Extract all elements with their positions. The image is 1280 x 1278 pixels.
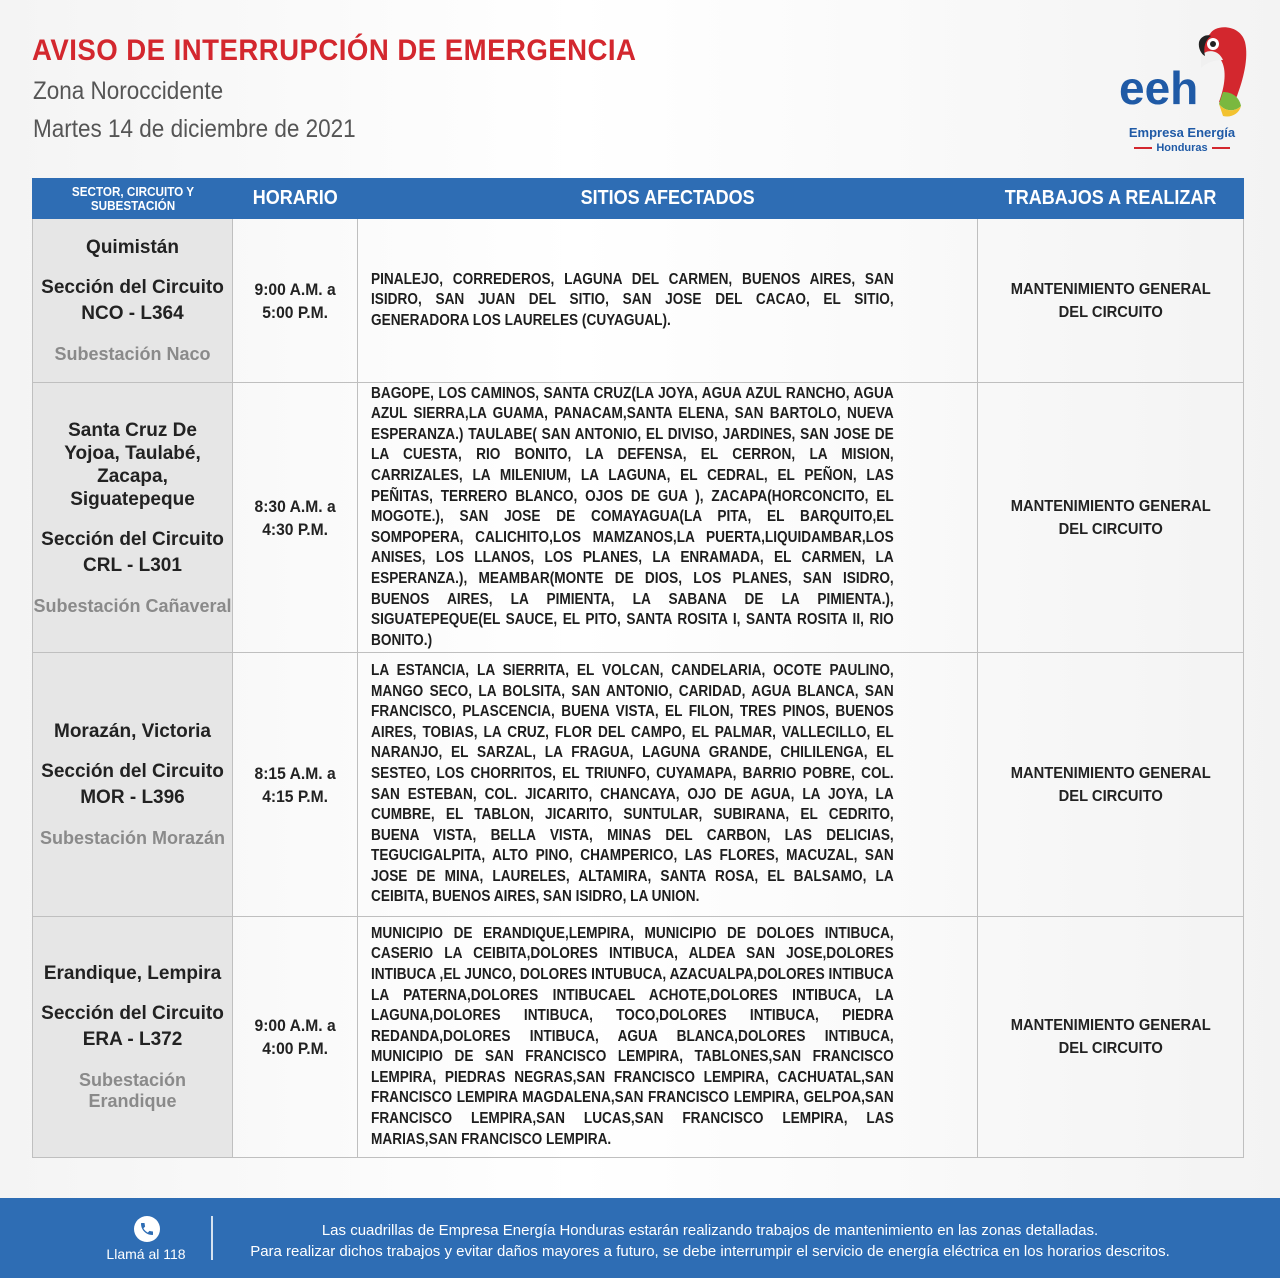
phone-label[interactable]: Llamá al 118 [106, 1246, 186, 1262]
outage-table [32, 178, 1244, 1158]
phone-glyph-icon [139, 1221, 155, 1237]
time-cell: 9:00 A.M. a 5:00 P.M. [233, 219, 358, 383]
logo-line-left [1134, 147, 1152, 149]
col-header-horario: HORARIO [252, 187, 338, 209]
sector-cell [32, 653, 233, 917]
sector-cell [32, 917, 233, 1158]
zone-label: Zona Noroccidente [33, 77, 224, 105]
eeh-logo [1115, 22, 1250, 154]
sector-name: Morazán, Victoria [54, 721, 211, 742]
work-cell: MANTENIMIENTO GENERAL DEL CIRCUITO [978, 917, 1244, 1158]
sector-cell [32, 219, 233, 383]
parrot-logo-icon [1115, 22, 1250, 122]
work-cell: MANTENIMIENTO GENERAL DEL CIRCUITO [978, 383, 1244, 653]
footer-divider [211, 1216, 213, 1260]
table-row [32, 917, 1244, 1158]
page-title: AVISO DE INTERRUPCIÓN DE EMERGENCIA [32, 34, 637, 67]
col-header-sector: SECTOR, CIRCUITO Y SUBESTACIÓN [71, 183, 194, 213]
sites-text: BAGOPE, LOS CAMINOS, SANTA CRUZ(LA JOYA, AGUA AZUL RANCHO, AGUA AZUL SIERRA,LA GUAMA, PANACAM,SANTA ELENA, SAN BARTOLO, NUEVA ESPERANZA.) TAULABE( SAN ANTONIO, EL DIVISO, JARDINES, SAN JOSE DE LA CUESTA, RIO BONITO, LA DEFENSA, EL CERRON, LA MISION, CARRIZALES, LA MILENIUM, LA LAGUNA, EL CEDRAL, EL PEÑON, LAS PEÑITAS, TERRERO BLANCO, OJOS DE GUA ), ZACAPA(HORCONCITO, EL MOGOTE.), SAN JOSE DE COMAYAGUA(LA PITA, EL BARQUITO,EL SOMPOPERA, CALICHITO,LOS MAMZANOS,LA PUERTA,LIQUIDAMBAR,LOS ANISES, LOS LLANOS, LOS PLANES, LA ENRAMADA, EL CARMEN, LA ESPERANZA.), MEAMBAR(MONTE DE DIOS, LOS PLANES, SAN ISIDRO, BUENOS AIRES, LA PIMIENTA, LA SABANA DE LA PIMIENTA.), SIGUATEPEQUE(EL SAUCE, EL PITO, SANTA ROSITA I, SANTA ROSITA II, RIO BONITO.) [371, 384, 894, 649]
footer-banner [0, 1198, 1280, 1278]
sites-cell [358, 653, 978, 917]
sector-name: Erandique, Lempira [43, 963, 222, 984]
table-row [32, 653, 1244, 917]
substation-name: Subestación Naco [54, 344, 211, 364]
table-header [32, 178, 1244, 219]
logo-company: Empresa Energía [1128, 125, 1236, 140]
circuit-label: Sección del Circuito MOR - L396 [41, 761, 224, 808]
time-cell: 9:00 A.M. a 4:00 P.M. [233, 917, 358, 1158]
sector-name: Santa Cruz De Yojoa, Taulabé, Zacapa, Siguatepeque [64, 419, 201, 510]
circuit-label: Sección del Circuito ERA - L372 [41, 1003, 224, 1050]
sites-cell [358, 917, 978, 1158]
time-cell: 8:30 A.M. a 4:30 P.M. [233, 383, 358, 653]
footer-message [220, 1220, 1200, 1262]
sector-cell [32, 383, 233, 653]
logo-line-right [1212, 147, 1230, 149]
col-header-sitios: SITIOS AFECTADOS [580, 187, 756, 209]
logo-wordmark: eeh [1119, 62, 1199, 114]
substation-name: Subestación Erandique [78, 1070, 187, 1111]
footer-line-1: Las cuadrillas de Empresa Energía Honduras estarán realizando trabajos de mantenimiento en las zonas detalladas. [321, 1222, 1099, 1239]
time-cell: 8:15 A.M. a 4:15 P.M. [233, 653, 358, 917]
work-cell: MANTENIMIENTO GENERAL DEL CIRCUITO [978, 219, 1244, 383]
circuit-label: Sección del Circuito CRL - L301 [41, 528, 224, 576]
footer-line-2: Para realizar dichos trabajos y evitar daños mayores a futuro, se debe interrumpir el servicio de energía eléctrica en los horarios descritos. [250, 1243, 1170, 1260]
col-header-trabajos: TRABAJOS A REALIZAR [1005, 187, 1217, 209]
work-cell: MANTENIMIENTO GENERAL DEL CIRCUITO [978, 653, 1244, 917]
sites-cell [358, 383, 978, 653]
substation-name: Subestación Cañaveral [33, 595, 232, 616]
sites-cell [358, 219, 978, 383]
sites-text: PINALEJO, CORREDEROS, LAGUNA DEL CARMEN, BUENOS AIRES, SAN ISIDRO, SAN JUAN DEL SITIO, SAN JOSE DEL CACAO, EL SITIO, GENERADORA LOS LAURELES (CUYAGUAL). [371, 270, 894, 329]
sites-text: MUNICIPIO DE ERANDIQUE,LEMPIRA, MUNICIPIO DE DOLOES INTIBUCA, CASERIO LA CEIBITA,DOLORES INTIBUCA, ALDEA SAN JOSE,DOLORES INTIBUCA ,EL JUNCO, DOLORES INTUBUCA, AZACUALPA,DOLORES INTIBUCA LA PATERNA,DOLORES INTIBUCAEL ACHOTE,DOLORES INTIBUCA, LA LAGUNA,DOLORES INTIBUCA, TOCO,DOLORES INTIBUCA, PIEDRA REDANDA,DOLORES INTIBUCA, AGUA BLANCA,DOLORES INTIBUCA, MUNICIPIO DE SAN FRANCISCO LEMPIRA, TABLONES,SAN FRANCISCO LEMPIRA, PIEDRAS NEGRAS,SAN FRANCISCO LEMPIRA, CACHUATAL,SAN FRANCISCO LEMPIRA MAGDALENA,SAN FRANCISCO LEMPIRA, GELPOA,SAN FRANCISCO LEMPIRA,SAN LUCAS,SAN FRANCISCO LEMPIRA, LAS MARIAS,SAN FRANCISCO LEMPIRA. [371, 924, 894, 1148]
substation-name: Subestación Morazán [39, 828, 226, 848]
circuit-label: Sección del Circuito NCO - L364 [41, 277, 224, 324]
logo-country-row [1119, 141, 1245, 155]
table-row [32, 219, 1244, 383]
phone-icon[interactable] [134, 1216, 160, 1242]
table-row [32, 383, 1244, 653]
sites-text: LA ESTANCIA, LA SIERRITA, EL VOLCAN, CANDELARIA, OCOTE PAULINO, MANGO SECO, LA BOLSITA, SAN ANTONIO, CARIDAD, AGUA BLANCA, SAN FRANCISCO, PLASCENCIA, BUENA VISTA, EL FILON, TRES PINOS, BUENOS AIRES, TOBIAS, LA CRUZ, FLOR DEL CAMPO, EL PALMAR, VALLECILLO, EL NARANJO, EL SARZAL, LA FRAGUA, LAGUNA GRANDE, CHILILENGA, EL SESTEO, LOS CHORRITOS, EL TRIUNFO, CUYAMAPA, BARRIO POBRE, COL. SAN ESTEBAN, COL. JICARITO, CHANCAYA, OJO DE AGUA, LA JOYA, LA CUMBRE, EL TABLON, JICARITO, SUNTULAR, SUBIRANA, EL CEDRITO, BUENA VISTA, BELLA VISTA, MINAS DEL CARBON, LAS DELICIAS, TEGUCIGALPITA, ALTO PINO, CHAMPERICO, LAS FLORES, MACUZAL, SAN JOSE DE MINA, LAURELES, ALTAMIRA, SANTA ROSA, EL BALSAMO, LA CEIBITA, BUENOS AIRES, SAN ISIDRO, LA UNION. [371, 661, 894, 906]
sector-name: Quimistán [86, 237, 179, 258]
logo-country: Honduras [1156, 142, 1208, 154]
date-label: Martes 14 de diciembre de 2021 [33, 115, 356, 143]
